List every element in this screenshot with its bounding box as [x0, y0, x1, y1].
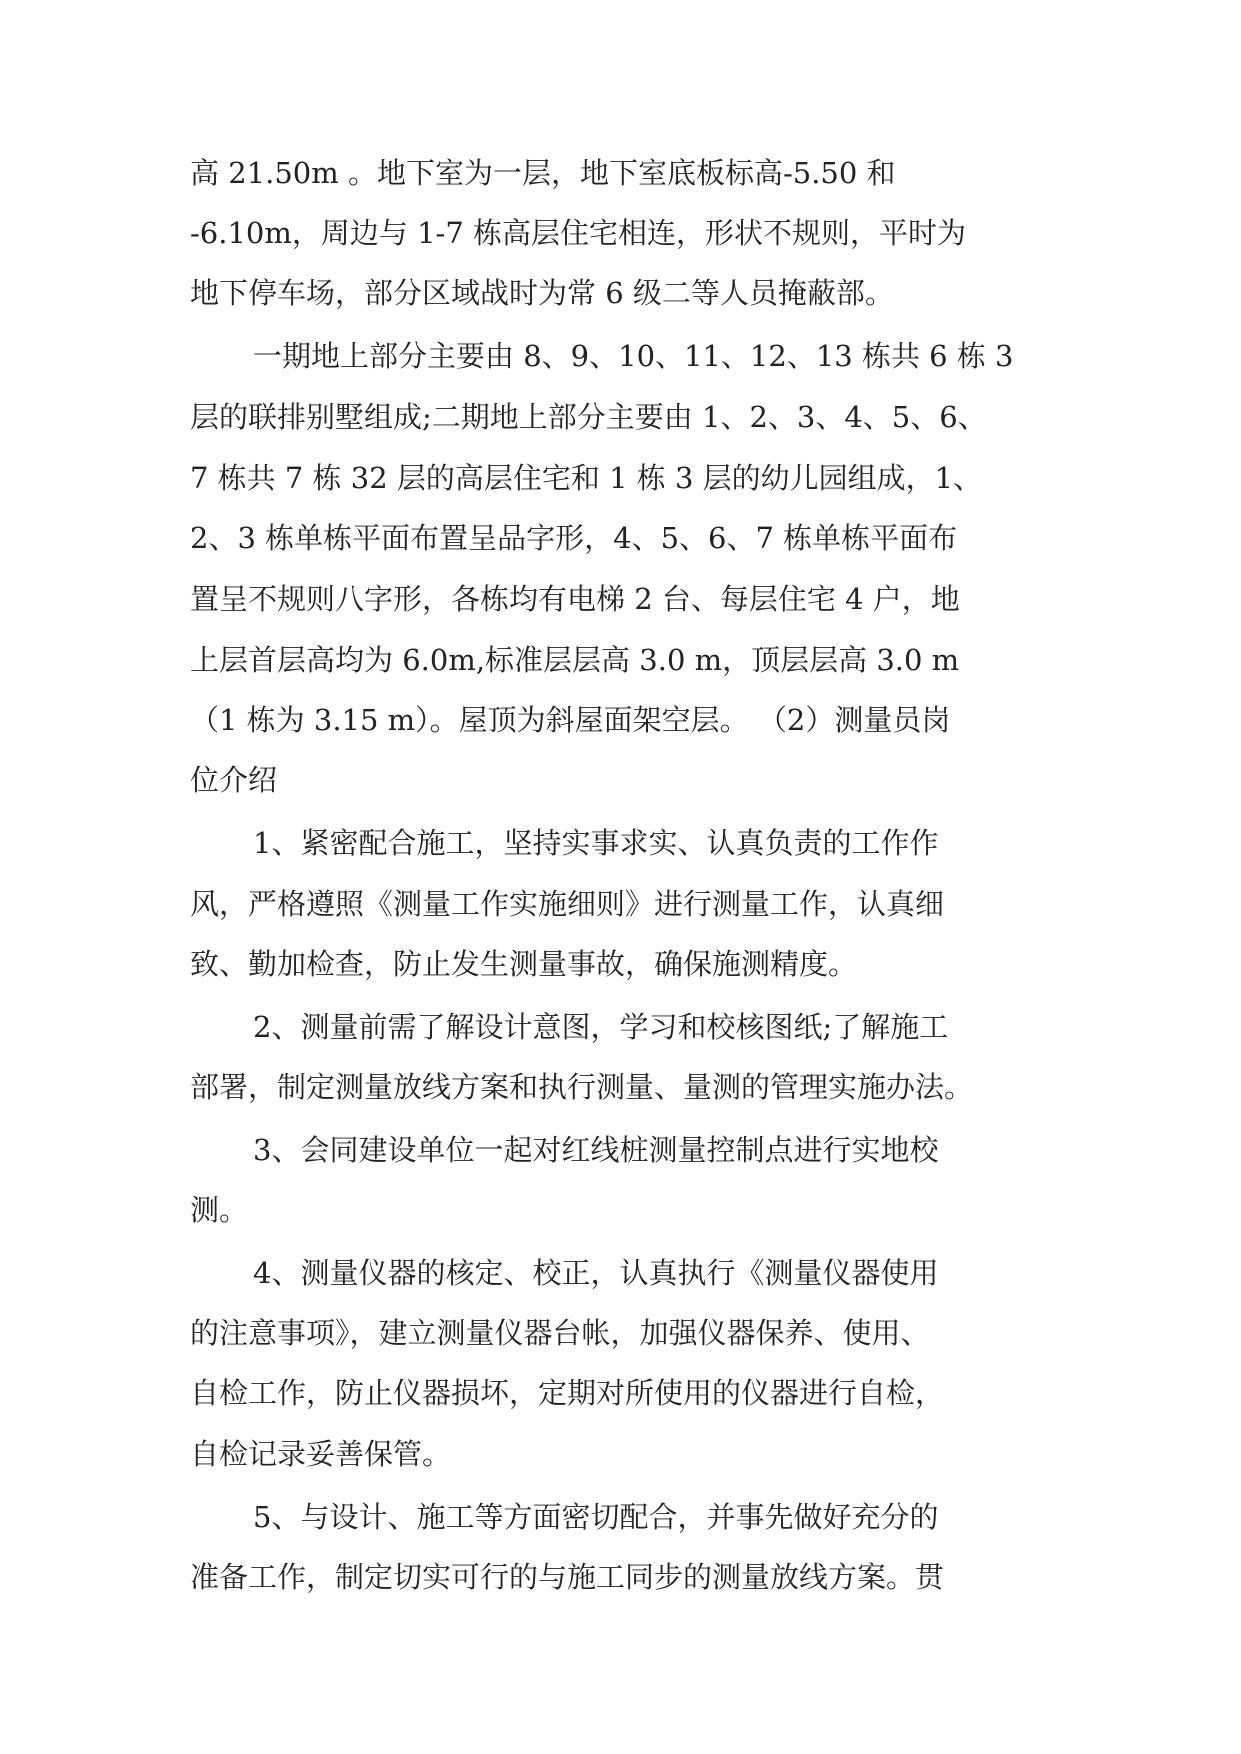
text-line: 5、与设计、施工等方面密切配合，并事先做好充分的	[253, 1500, 939, 1534]
text-line: 风，严格遵照《测量工作实施细则》进行测量工作，认真细	[190, 887, 945, 921]
text-line: 自检记录妥善保管。	[190, 1437, 452, 1471]
text-line: 的注意事项》，建立测量仪器台帐，加强仪器保养、使用、	[190, 1316, 930, 1350]
text-line: 测。	[190, 1193, 249, 1227]
text-line: 准备工作，制定切实可行的与施工同步的测量放线方案。贯	[190, 1560, 945, 1594]
text-line: 位介绍	[190, 763, 278, 797]
text-line: 自检工作，防止仪器损坏，定期对所使用的仪器进行自检，	[190, 1376, 945, 1410]
text-line: 高 21.50m 。地下室为一层，地下室底板标高-5.50 和	[190, 156, 896, 190]
text-line: 4、测量仪器的核定、校正，认真执行《测量仪器使用	[253, 1256, 939, 1290]
text-line: 一期地上部分主要由 8、9、10、11、12、13 栋共 6 栋 3	[253, 339, 1014, 373]
text-line: 7 栋共 7 栋 32 层的高层住宅和 1 栋 3 层的幼儿园组成，1、	[190, 461, 983, 495]
text-line: 3、会同建设单位一起对红线桩测量控制点进行实地校	[253, 1133, 939, 1167]
text-line: 2、测量前需了解设计意图，学习和校核图纸;了解施工	[253, 1010, 949, 1044]
text-line: 部署，制定测量放线方案和执行测量、量测的管理实施办法。	[190, 1070, 974, 1104]
text-line: 1、紧密配合施工，坚持实事求实、认真负责的工作作	[253, 826, 939, 860]
text-line: 上层首层高均为 6.0m,标准层层高 3.0 m，顶层层高 3.0 m	[190, 643, 960, 677]
text-line: 致、勤加检查，防止发生测量事故，确保施测精度。	[190, 947, 858, 981]
text-line: -6.10m，周边与 1-7 栋高层住宅相连，形状不规则，平时为	[190, 216, 967, 250]
text-line: 置呈不规则八字形，各栋均有电梯 2 台、每层住宅 4 户，地	[190, 582, 960, 616]
text-line: 2、3 栋单栋平面布置呈品字形，4、5、6、7 栋单栋平面布	[190, 521, 958, 555]
text-line: 地下停车场，部分区域战时为常 6 级二等人员掩蔽部。	[190, 276, 894, 310]
text-line: 层的联排别墅组成;二期地上部分主要由 1、2、3、4、5、6、	[190, 400, 987, 434]
text-line: （1 栋为 3.15 m）。屋顶为斜屋面架空层。 （2）测量员岗	[190, 703, 951, 737]
